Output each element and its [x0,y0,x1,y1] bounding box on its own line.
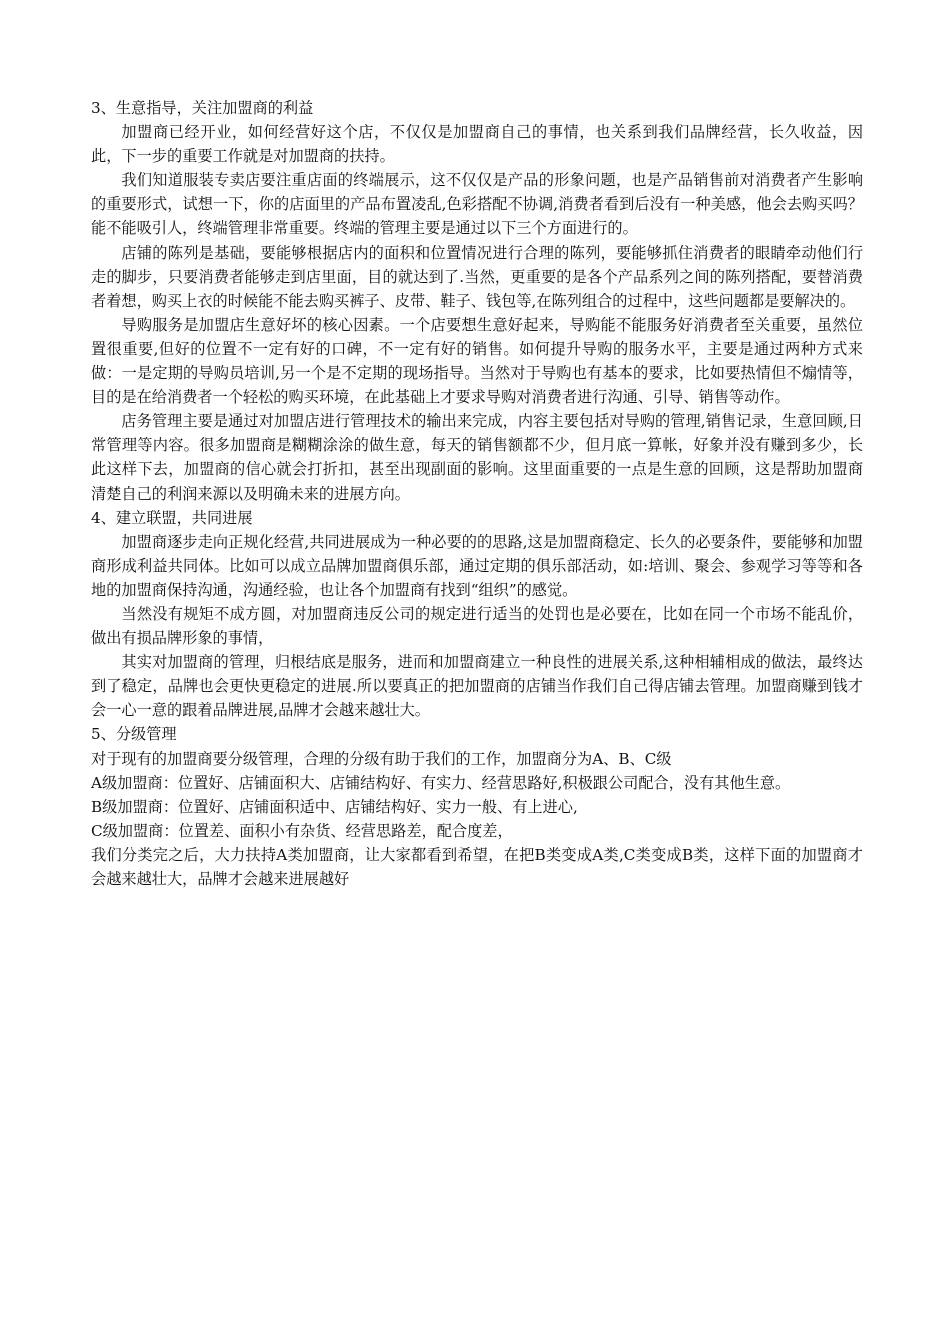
paragraph: 加盟商已经开业，如何经营好这个店，不仅仅是加盟商自己的事情，也关系到我们品牌经营，长久收益，因此，下一步的重要工作就是对加盟商的扶持。 [91,123,863,166]
paragraph: 其实对加盟商的管理，归根结底是服务，进而和加盟商建立一种良性的进展关系,这种相辅相成的做法，最终达到了稳定，品牌也会更快更稳定的进展.所以要真正的把加盟商的店铺当作我们自己得店铺去管理。加盟商赚到钱才会一心一意的跟着品牌进展,品牌才会越来越壮大。 [91,653,863,720]
paragraph: 加盟商逐步走向正规化经营,共同进展成为一种必要的的思路,这是加盟商稳定、长久的必要条件，要能够和加盟商形成利益共同体。比如可以成立品牌加盟商俱乐部，通过定期的俱乐部活动，如:培训、聚会、参观学习等等和各地的加盟商保持沟通，沟通经验，也让各个加盟商有找到“组织”的感觉。 [91,532,863,599]
paragraph: 店务管理主要是通过对加盟店进行管理技术的输出来完成，内容主要包括对导购的管理,销售记录，生意回顾,日常管理等内容。很多加盟商是糊糊涂涂的做生意，每天的销售额都不少，但月底一算帐，好象并没有赚到多少，长此这样下去，加盟商的信心就会打折扣，甚至出现副面的影响。这里面重要的一点是生意的回顾，这是帮助加盟商清楚自己的利润来源以及明确未来的进展方向。 [91,412,863,503]
paragraph: 我们分类完之后，大力扶持A类加盟商，让大家都看到希望，在把B类变成A类,C类变成B类，这样下面的加盟商才会越来越壮大，品牌才会越来进展越好 [91,845,863,888]
paragraph: 导购服务是加盟店生意好坏的核心因素。一个店要想生意好起来，导购能不能服务好消费者至关重要，虽然位置很重要,但好的位置不一定有好的口碑，不一定有好的销售。如何提升导购的服务水平，主要是通过两种方式来做：一是定期的导购员培训,另一个是不定期的现场指导。当然对于导购也有基本的要求，比如要热情但不煽情等，目的是在给消费者一个轻松的购买环境，在此基础上才要求导购对消费者进行沟通、引导、销售等动作。 [91,315,863,407]
section-heading-5: 5、分级管理 [91,725,177,744]
grade-b-description: B级加盟商：位置好、店铺面积适中、店铺结构好、实力一般、有上进心, [91,797,578,816]
document-body [91,96,863,891]
section-heading-4: 4、建立联盟，共同进展 [91,508,253,527]
paragraph: 当然没有规矩不成方圆，对加盟商违反公司的规定进行适当的处罚也是必要在，比如在同一个市场不能乱价，做出有损品牌形象的事情， [91,604,863,648]
grade-a-description: A级加盟商：位置好、店铺面积大、店铺结构好、有实力、经营思路好,积极跟公司配合，没有其他生意。 [91,773,791,792]
paragraph: 店铺的陈列是基础，要能够根据店内的面积和位置情况进行合理的陈列，要能够抓住消费者的眼睛牵动他们行走的脚步，只要消费者能够走到店里面，目的就达到了.当然，更重要的是各个产品系列之间的陈列搭配，要替消费者着想，购买上衣的时候能不能去购买裤子、皮带、鞋子、钱包等,在陈列组合的过程中，这些问题都是要解决的。 [91,243,863,310]
grade-c-description: C级加盟商：位置差、面积小有杂货、经营思路差，配合度差， [91,821,513,840]
paragraph: 对于现有的加盟商要分级管理，合理的分级有助于我们的工作，加盟商分为A、B、C级 [91,749,672,768]
paragraph: 我们知道服装专卖店要注重店面的终端展示，这不仅仅是产品的形象问题，也是产品销售前对消费者产生影响的重要形式，试想一下，你的店面里的产品布置凌乱,色彩搭配不协调,消费者看到后没有一种美感，他会去购买吗？能不能吸引人，终端管理非常重要。终端的管理主要是通过以下三个方面进行的。 [91,171,863,238]
section-heading-3: 3、生意指导，关注加盟商的利益 [91,99,314,117]
